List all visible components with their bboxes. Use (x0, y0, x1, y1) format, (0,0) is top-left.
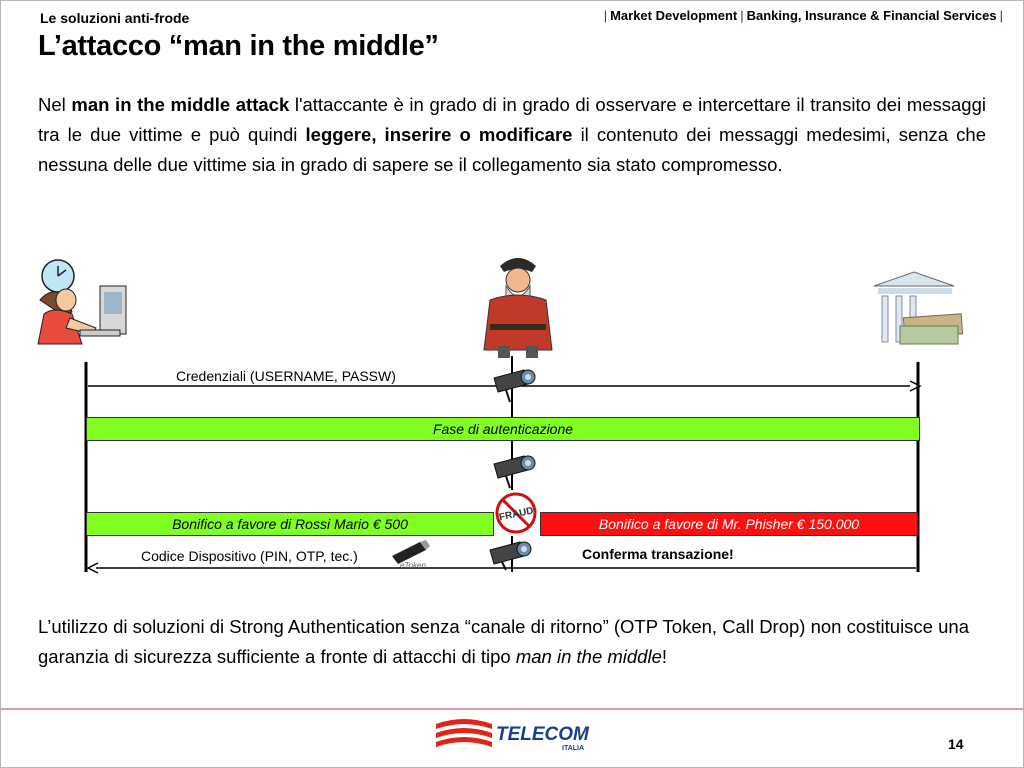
conclusion-text: ! (661, 646, 668, 667)
intro-text: l'attaccante è in grado di in grado di osservare e intercettare il transito dei messaggi tra le due vittime e può quindi (38, 94, 986, 145)
footer-divider (0, 708, 1024, 710)
fraudulent-transfer-bar (540, 512, 918, 536)
device-code-label: Codice Dispositivo (PIN, OTP, tec.) (141, 548, 358, 564)
original-transfer-bar (86, 512, 494, 536)
breadcrumb-separator: | (603, 8, 608, 23)
conclusion-paragraph (38, 612, 998, 672)
intro-text: Nel (38, 94, 72, 115)
fraud-stamp-text: FRAUD (498, 505, 535, 524)
section-label: Le soluzioni anti-frode (40, 10, 190, 26)
pirate-attacker-icon (484, 258, 552, 358)
authentication-phase-bar (86, 417, 920, 441)
telecom-logo-subtext: ITALIA (562, 745, 585, 752)
user-at-computer-icon (38, 260, 126, 344)
breadcrumb-banking: Banking, Insurance & Financial Services (746, 8, 997, 23)
original-transfer-label: Bonifico a favore di Rossi Mario € 500 (172, 516, 408, 532)
fraud-stamp-icon (493, 490, 539, 536)
intro-bold-actions: leggere, inserire o modificare (305, 124, 573, 145)
spy-camera-icon (490, 542, 531, 570)
spy-camera-icon (494, 456, 535, 488)
telecom-logo-text: TELECOM (496, 724, 589, 745)
token-label: eToken (400, 561, 426, 570)
confirm-transaction-label: Conferma transazione! (582, 546, 734, 562)
page-number: 14 (948, 736, 964, 752)
breadcrumb-separator: | (999, 8, 1003, 23)
credentials-label: Credenziali (USERNAME, PASSW) (176, 368, 396, 384)
usb-token-icon (392, 540, 430, 570)
intro-bold-term: man in the middle attack (71, 94, 290, 115)
fraudulent-transfer-label: Bonifico a favore di Mr. Phisher € 150.000 (598, 516, 860, 532)
slide-title: L’attacco “man in the middle” (38, 30, 439, 62)
telecom-logo-mark (436, 719, 492, 747)
conclusion-italic-term: man in the middle (515, 646, 662, 667)
breadcrumb-separator: | (740, 8, 744, 23)
breadcrumb-market-development: Market Development (610, 8, 738, 23)
telecom-italia-logo (434, 716, 594, 756)
intro-text: il contenuto dei messaggi medesimi, senza che nessuna delle due vittime sia in grado di sapere se il collegamento sia stato compromesso. (38, 124, 986, 175)
conclusion-text: L’utilizzo di soluzioni di Strong Authentication senza “canale di ritorno” (OTP Token, Call Drop) non costituisce una garanzia di sicurezza sufficiente a fronte di attacchi di tipo (38, 616, 969, 667)
bank-building-icon (874, 272, 963, 344)
authentication-phase-label: Fase di autenticazione (432, 421, 574, 437)
